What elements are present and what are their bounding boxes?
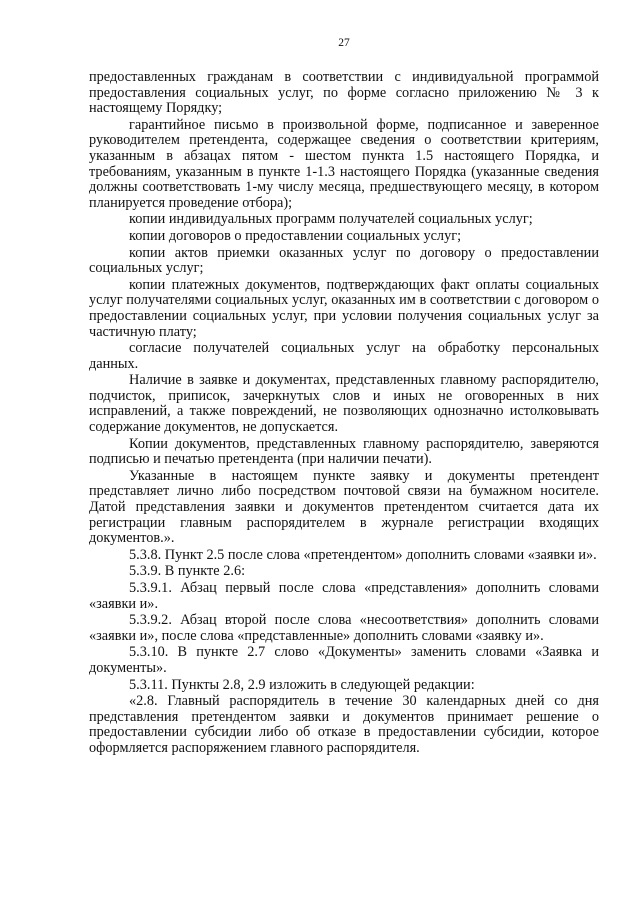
paragraph: 5.3.9. В пункте 2.6: bbox=[129, 563, 246, 580]
paragraph: Копии документов, представленных главному распорядителю, заверяются подписью и печатью претендента (при наличии печати). bbox=[89, 435, 599, 468]
paragraph: 5.3.11. Пункты 2.8, 2.9 изложить в следующей редакции: bbox=[129, 676, 475, 693]
paragraph: копии договоров о предоставлении социальных услуг; bbox=[129, 227, 462, 244]
paragraph: копии актов приемки оказанных услуг по договору о предоставлении социальных услуг; bbox=[89, 244, 599, 277]
document-body bbox=[89, 70, 599, 757]
paragraph: гарантийное письмо в произвольной форме, подписанное и заверенное руководителем претендента, содержащее сведения о соответствии критериям, указанным в абзацах пятом - шестом пункта 1.5 настоящего Порядка, и требованиям, указанным в пункте 1-1.3 настоящего Порядка (указанные сведения должны соответствовать 1-му числу месяца, предшествующего месяцу, в котором планируется проведение отбора); bbox=[89, 116, 599, 211]
paragraph: «2.8. Главный распорядитель в течение 30 календарных дней со дня представления претендентом заявки и документов принимает решение о предоставлении субсидии либо об отказе в предоставлении субсидии, которое оформляется распоряжением главного распорядителя. bbox=[89, 693, 599, 756]
page-number: 27 bbox=[338, 37, 350, 49]
paragraph: 5.3.9.2. Абзац второй после слова «несоответствия» дополнить словами «заявки и», после слова «представленные» дополнить словами «заявку и». bbox=[89, 612, 599, 644]
paragraph: 5.3.10. В пункте 2.7 слово «Документы» заменить словами «Заявка и документы». bbox=[89, 644, 599, 676]
paragraph: копии индивидуальных программ получателей социальных услуг; bbox=[129, 211, 533, 228]
paragraph: копии платежных документов, подтверждающих факт оплаты социальных услуг получателями социальных услуг, оказанных им в соответствии с договором о предоставлении социальных услуг, при условии получения социальных услуг за частичную плату; bbox=[89, 276, 599, 340]
paragraph: Наличие в заявке и документах, представленных главному распорядителю, подчисток, приписок, зачеркнутых слов и иных не оговоренных в них исправлений, а также повреждений, не позволяющих однозначно истолковывать содержание документов, не допускается. bbox=[89, 372, 599, 436]
paragraph: согласие получателей социальных услуг на обработку персональных данных. bbox=[89, 340, 599, 372]
paragraph: 5.3.9.1. Абзац первый после слова «представления» дополнить словами «заявки и». bbox=[89, 580, 599, 612]
paragraph: 5.3.8. Пункт 2.5 после слова «претендентом» дополнить словами «заявки и». bbox=[129, 546, 597, 563]
paragraph: предоставленных гражданам в соответствии с индивидуальной программой предоставления социальных услуг, по форме согласно приложению № 3 к настоящему Порядку; bbox=[89, 69, 599, 117]
paragraph: Указанные в настоящем пункте заявку и документы претендент представляет лично либо посредством почтовой связи на бумажном носителе. Датой представления заявки и документов претендентом считается дата их регистрации главным распорядителем в журнале регистрации входящих документов.». bbox=[89, 467, 599, 547]
